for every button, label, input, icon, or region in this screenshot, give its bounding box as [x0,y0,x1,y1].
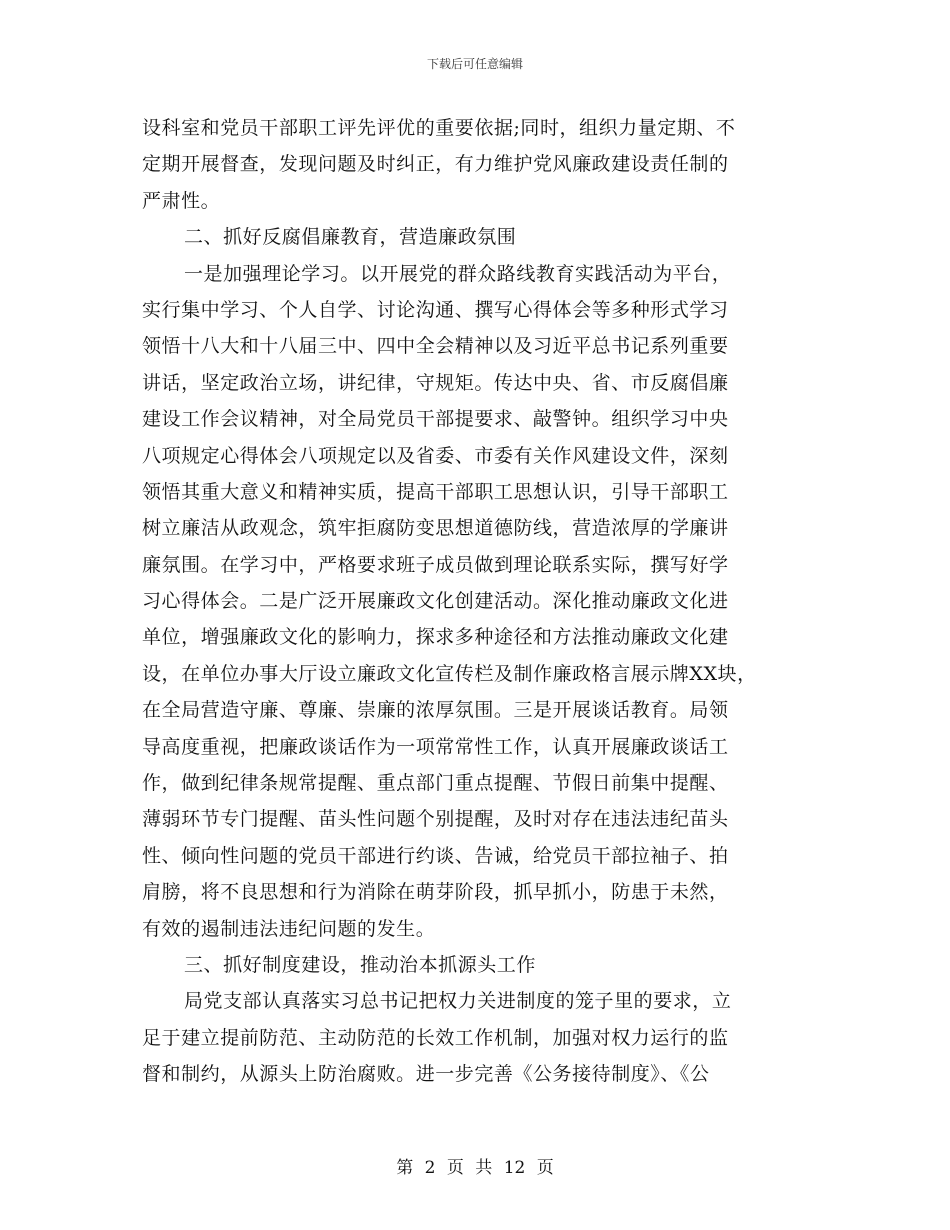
text-line: 讲话，坚定政治立场，讲纪律，守规矩。传达中央、省、市反腐倡廉 [142,371,729,394]
text-line: 督和制约，从源头上防治腐败。进一步完善《公务接待制度》、《公 [142,1063,710,1086]
text-line: 单位，增强廉政文化的影响力，探求多种途径和方法推动廉政文化建 [142,626,729,649]
text-line: 习心得体会。二是广泛开展廉政文化创建活动。深化推动廉政文化进 [142,590,729,613]
text-line: 作，做到纪律条规常提醒、重点部门重点提醒、节假日前集中提醒、 [142,772,729,795]
text-line: 建设工作会议精神，对全局党员干部提要求、敲警钟。组织学习中央 [142,408,729,431]
section-heading: 二、抓好反腐倡廉教育，营造廉政氛围 [184,226,517,249]
text-line: 设，在单位办事大厅设立廉政文化宣传栏及制作廉政格言展示牌XX块， [142,662,757,685]
text-line: 足于建立提前防范、主动防范的长效工作机制，加强对权力运行的监 [142,1026,729,1049]
section-heading: 三、抓好制度建设，推动治本抓源头工作 [184,953,536,976]
text-line: 薄弱环节专门提醒、苗头性问题个别提醒，及时对存在违法违纪苗头 [142,808,729,831]
text-line: 性、倾向性问题的党员干部进行约谈、告诫，给党员干部拉袖子、拍 [142,844,729,867]
text-line: 严肃性。 [142,189,221,212]
text-line: 局党支部认真落实习总书记把权力关进制度的笼子里的要求，立 [184,990,732,1013]
document-body [142,110,812,1093]
text-line: 领悟其重大意义和精神实质，提高干部职工思想认识，引导干部职工 [142,480,729,503]
text-line: 实行集中学习、个人自学、讨论沟通、撰写心得体会等多种形式学习 [142,298,729,321]
text-line: 肩膀，将不良思想和行为消除在萌芽阶段，抓早抓小，防患于未然， [142,881,729,904]
text-line: 在全局营造守廉、尊廉、崇廉的浓厚氛围。三是开展谈话教育。局领 [142,699,729,722]
text-line: 领悟十八大和十八届三中、四中全会精神以及习近平总书记系列重要 [142,335,729,358]
text-line: 廉氛围。在学习中，严格要求班子成员做到理论联系实际，撰写好学 [142,553,729,576]
text-line: 有效的遏制违法违纪问题的发生。 [142,917,436,940]
text-line: 八项规定心得体会八项规定以及省委、市委有关作风建设文件，深刻 [142,444,729,467]
text-line: 一是加强理论学习。以开展党的群众路线教育实践活动为平台， [184,262,732,285]
text-line: 设科室和党员干部职工评先评优的重要依据;同时，组织力量定期、不 [142,117,736,139]
page-header: 下载后可任意编辑 [426,57,523,71]
page-number-footer: 第 2 页 共 12 页 [396,1158,554,1178]
text-line: 树立廉洁从政观念，筑牢拒腐防变思想道德防线，营造浓厚的学廉讲 [142,517,729,540]
text-line: 导高度重视，把廉政谈话作为一项常常性工作，认真开展廉政谈话工 [142,735,729,758]
text-line: 定期开展督查，发现问题及时纠正，有力维护党风廉政建设责任制的 [142,153,729,176]
